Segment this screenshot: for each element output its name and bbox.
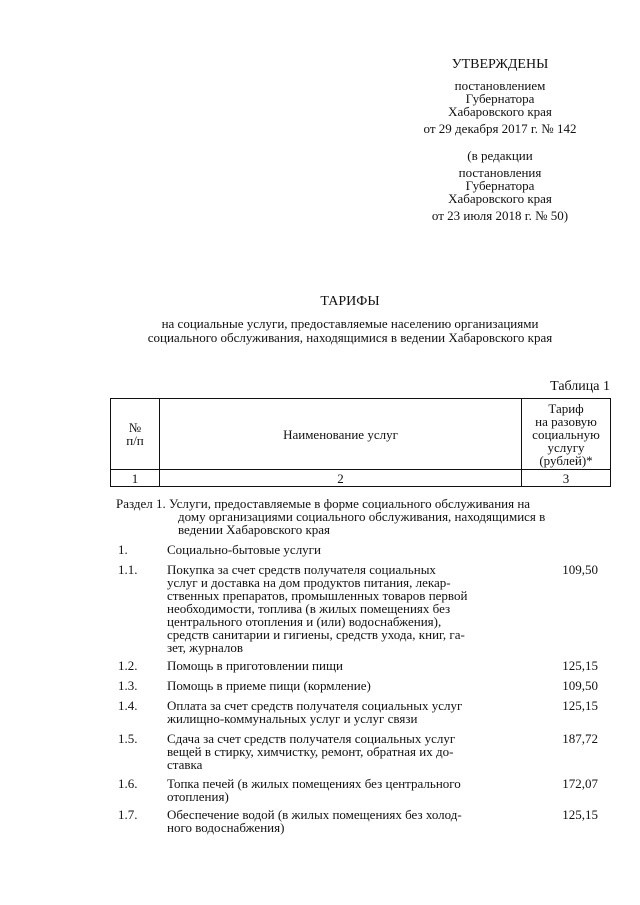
row-number: 1.4. bbox=[118, 698, 138, 713]
row-number: 1. bbox=[118, 542, 128, 557]
header-num-line: п/п bbox=[126, 433, 144, 448]
row-number: 1.1. bbox=[118, 562, 138, 577]
service-name-line: средств санитарии и гигиены, средств ухода, книг, га- bbox=[167, 627, 465, 642]
section-heading-line: ведении Хабаровского края bbox=[178, 522, 331, 537]
service-name-line: ственных препаратов, промышленных товаров первой bbox=[167, 588, 468, 603]
section-heading-line: дому организациями социального обслуживания, находящимися в bbox=[178, 509, 546, 524]
service-name-line: вещей в стирку, химчистку, ремонт, обратная их до- bbox=[167, 744, 454, 759]
table-caption: Таблица 1 bbox=[550, 379, 610, 394]
header-tariff-line: услугу bbox=[547, 439, 585, 455]
approval-block bbox=[400, 58, 600, 222]
service-name bbox=[167, 699, 522, 725]
service-name-line: Оплата за счет средств получателя социальных услуг bbox=[167, 698, 463, 713]
service-name-line: Помощь в приеме пищи (кормление) bbox=[167, 678, 371, 693]
service-name bbox=[167, 563, 522, 654]
tariff-value: 187,72 bbox=[562, 731, 598, 746]
service-name-line: необходимости, топлива (в жилых помещениях без bbox=[167, 601, 451, 616]
section-heading-line: Раздел 1. Услуги, предоставляемые в форме социального обслуживания на bbox=[116, 496, 531, 511]
tariff-value: 172,07 bbox=[562, 776, 598, 791]
column-number: 2 bbox=[160, 470, 522, 487]
service-name-line: отопления) bbox=[167, 789, 229, 804]
header-tariff-line: на разовую bbox=[535, 413, 597, 429]
service-name-line: центрального отопления и (или) водоснабжения), bbox=[167, 614, 442, 629]
service-name bbox=[167, 808, 522, 834]
row-number: 1.2. bbox=[118, 658, 138, 673]
service-name-line: Помощь в приготовлении пищи bbox=[167, 658, 343, 673]
tariff-value: 125,15 bbox=[562, 658, 598, 673]
row-number: 1.5. bbox=[118, 731, 138, 746]
approval-line: Хабаровского края bbox=[448, 104, 552, 119]
edition-line: Губернатора bbox=[465, 178, 535, 193]
header-tariff-line: социальную bbox=[532, 426, 600, 442]
column-number: 1 bbox=[111, 470, 160, 487]
header-name-cell: Наименование услуг bbox=[160, 399, 522, 470]
approval-line: постановлением bbox=[454, 78, 546, 93]
service-name bbox=[167, 679, 522, 692]
document-title: ТАРИФЫ bbox=[320, 294, 380, 309]
column-number: 3 bbox=[522, 470, 611, 487]
edition-line: постановления bbox=[458, 165, 542, 180]
row-number: 1.7. bbox=[118, 807, 138, 822]
approval-line: Губернатора bbox=[465, 91, 535, 106]
header-tariff-line: (рублей)* bbox=[539, 452, 593, 468]
service-name-line: Покупка за счет средств получателя социальных bbox=[167, 562, 436, 577]
service-name-line: Топка печей (в жилых помещениях без центрального bbox=[167, 776, 461, 791]
edition-date: от 23 июля 2018 г. № 50) bbox=[431, 208, 569, 223]
service-name-line: ставка bbox=[167, 757, 203, 772]
service-name bbox=[167, 659, 522, 672]
service-name-line: зет, журналов bbox=[167, 640, 244, 655]
service-name bbox=[167, 777, 522, 803]
service-name bbox=[167, 543, 522, 556]
header-tariff-line: Тариф bbox=[548, 400, 584, 416]
document-subtitle-line: социального обслуживания, находящимися в ведении Хабаровского края bbox=[147, 330, 553, 345]
row-number: 1.3. bbox=[118, 678, 138, 693]
header-num-cell bbox=[111, 399, 160, 470]
service-name-line: Сдача за счет средств получателя социальных услуг bbox=[167, 731, 456, 746]
header-tariff-cell bbox=[522, 399, 611, 470]
service-name-line: услуг и доставка на дом продуктов питания, лекар- bbox=[167, 575, 451, 590]
approval-date: от 29 декабря 2017 г. № 142 bbox=[423, 121, 577, 136]
service-name-line: Обеспечение водой (в жилых помещениях без холод- bbox=[167, 807, 462, 822]
tariff-value: 125,15 bbox=[562, 807, 598, 822]
approval-heading: УТВЕРЖДЕНЫ bbox=[451, 57, 549, 72]
table-header bbox=[110, 398, 611, 487]
row-number: 1.6. bbox=[118, 776, 138, 791]
service-name bbox=[167, 732, 522, 771]
service-name-line: ного водоснабжения) bbox=[167, 820, 285, 835]
tariff-value: 109,50 bbox=[562, 678, 598, 693]
header-num-line: № bbox=[128, 420, 142, 435]
edition-line: Хабаровского края bbox=[448, 191, 552, 206]
edition-line: (в редакции bbox=[467, 148, 533, 163]
service-name-line: Социально-бытовые услуги bbox=[167, 542, 321, 557]
document-subtitle-line: на социальные услуги, предоставляемые населению организациями bbox=[161, 316, 539, 331]
tariff-value: 125,15 bbox=[562, 698, 598, 713]
tariff-value: 109,50 bbox=[562, 562, 598, 577]
service-name-line: жилищно-коммунальных услуг и услуг связи bbox=[167, 711, 418, 726]
